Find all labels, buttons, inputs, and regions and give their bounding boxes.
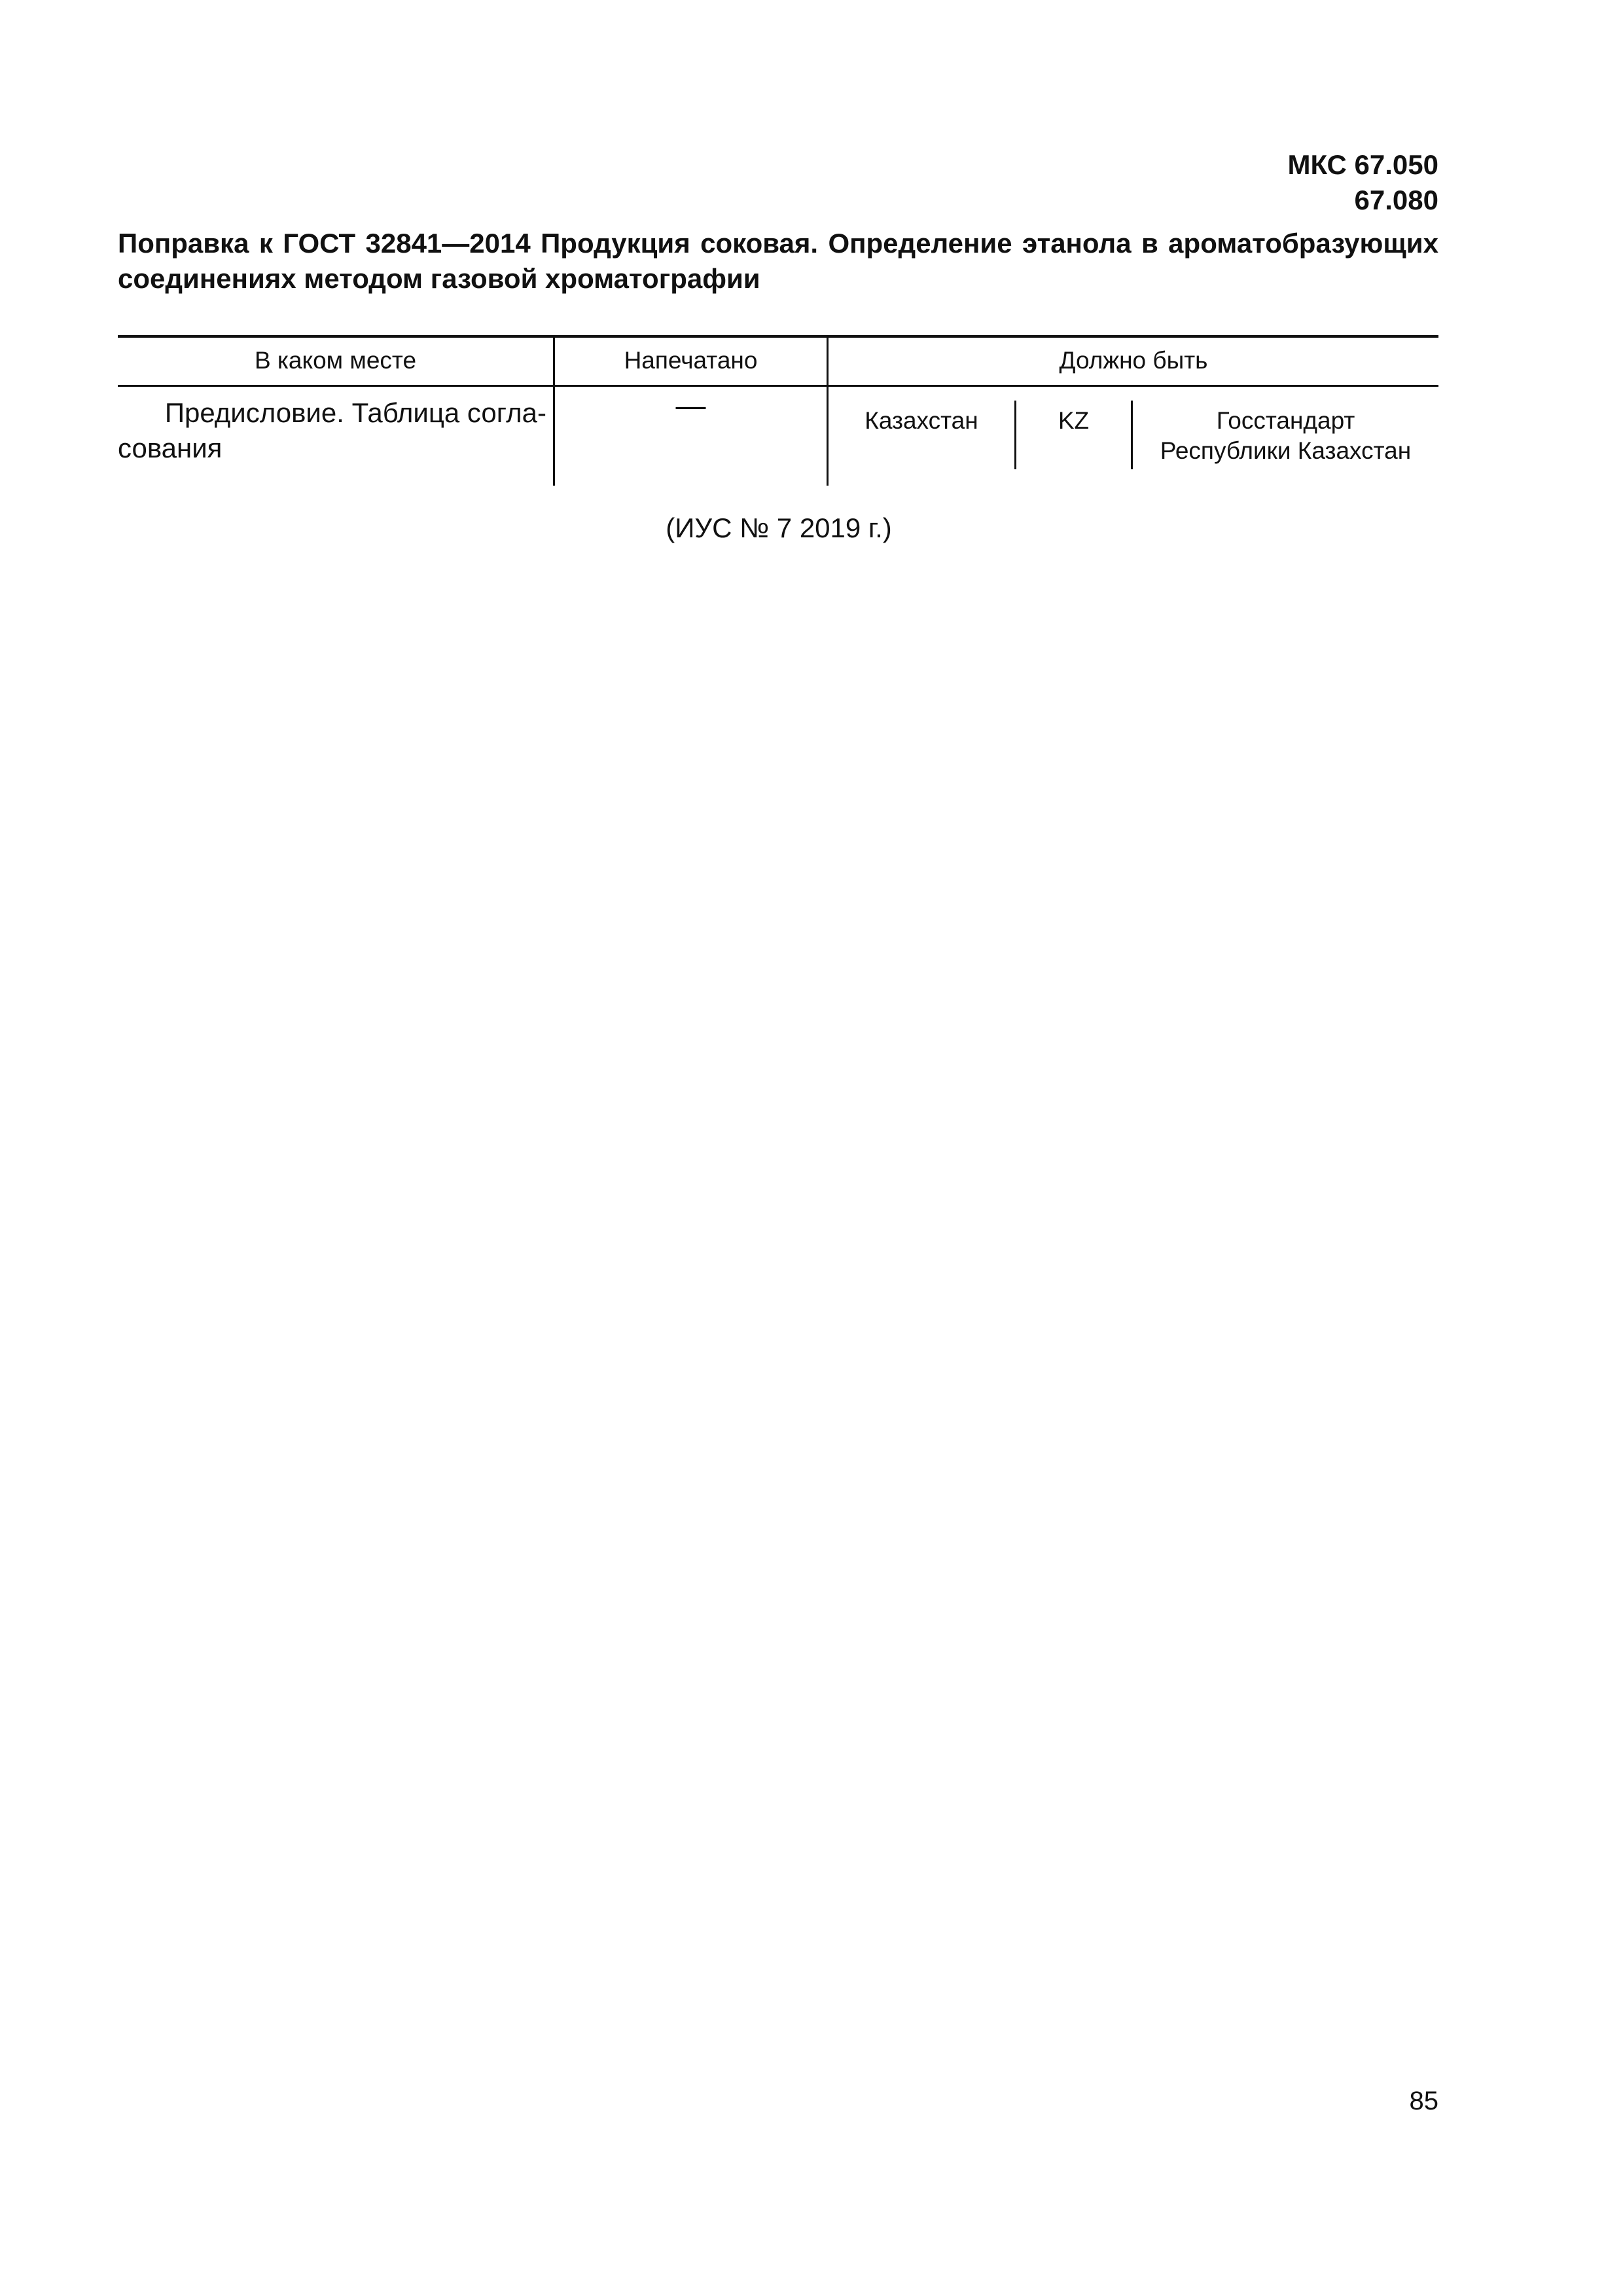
source-note: (ИУС № 7 2019 г.) <box>666 512 892 543</box>
row-printed-cell: — <box>675 388 706 422</box>
column-header-place: В каком месте <box>254 347 417 374</box>
row-organization-cell <box>1133 406 1438 466</box>
row-place-cell <box>118 395 546 466</box>
table-top-rule <box>118 335 1438 338</box>
place-text-line-1: Предисловие. Таблица согла- <box>164 397 546 428</box>
organization-line-1: Госстандарт <box>1216 407 1355 434</box>
row-code-cell: KZ <box>1058 407 1090 434</box>
row-country-cell: Казахстан <box>865 407 978 434</box>
amendment-table <box>118 335 1438 486</box>
document-title: Поправка к ГОСТ 32841—2014 Продукция соковая. Определение этанола в ароматобразующих соединениях методом газовой хроматографии <box>118 228 1438 294</box>
mks-code-line-2: 67.080 <box>1354 185 1438 215</box>
mks-code-line-1: МКС 67.050 <box>1287 149 1438 180</box>
page-number: 85 <box>1409 2087 1438 2115</box>
table-header-rule <box>118 385 1438 387</box>
place-text-line-2: сования <box>118 433 223 463</box>
organization-line-2: Республики Казахстан <box>1160 437 1412 464</box>
mks-code-block <box>1287 147 1438 218</box>
column-header-should-be: Должно быть <box>1059 347 1208 374</box>
column-header-printed: Напечатано <box>624 347 758 374</box>
